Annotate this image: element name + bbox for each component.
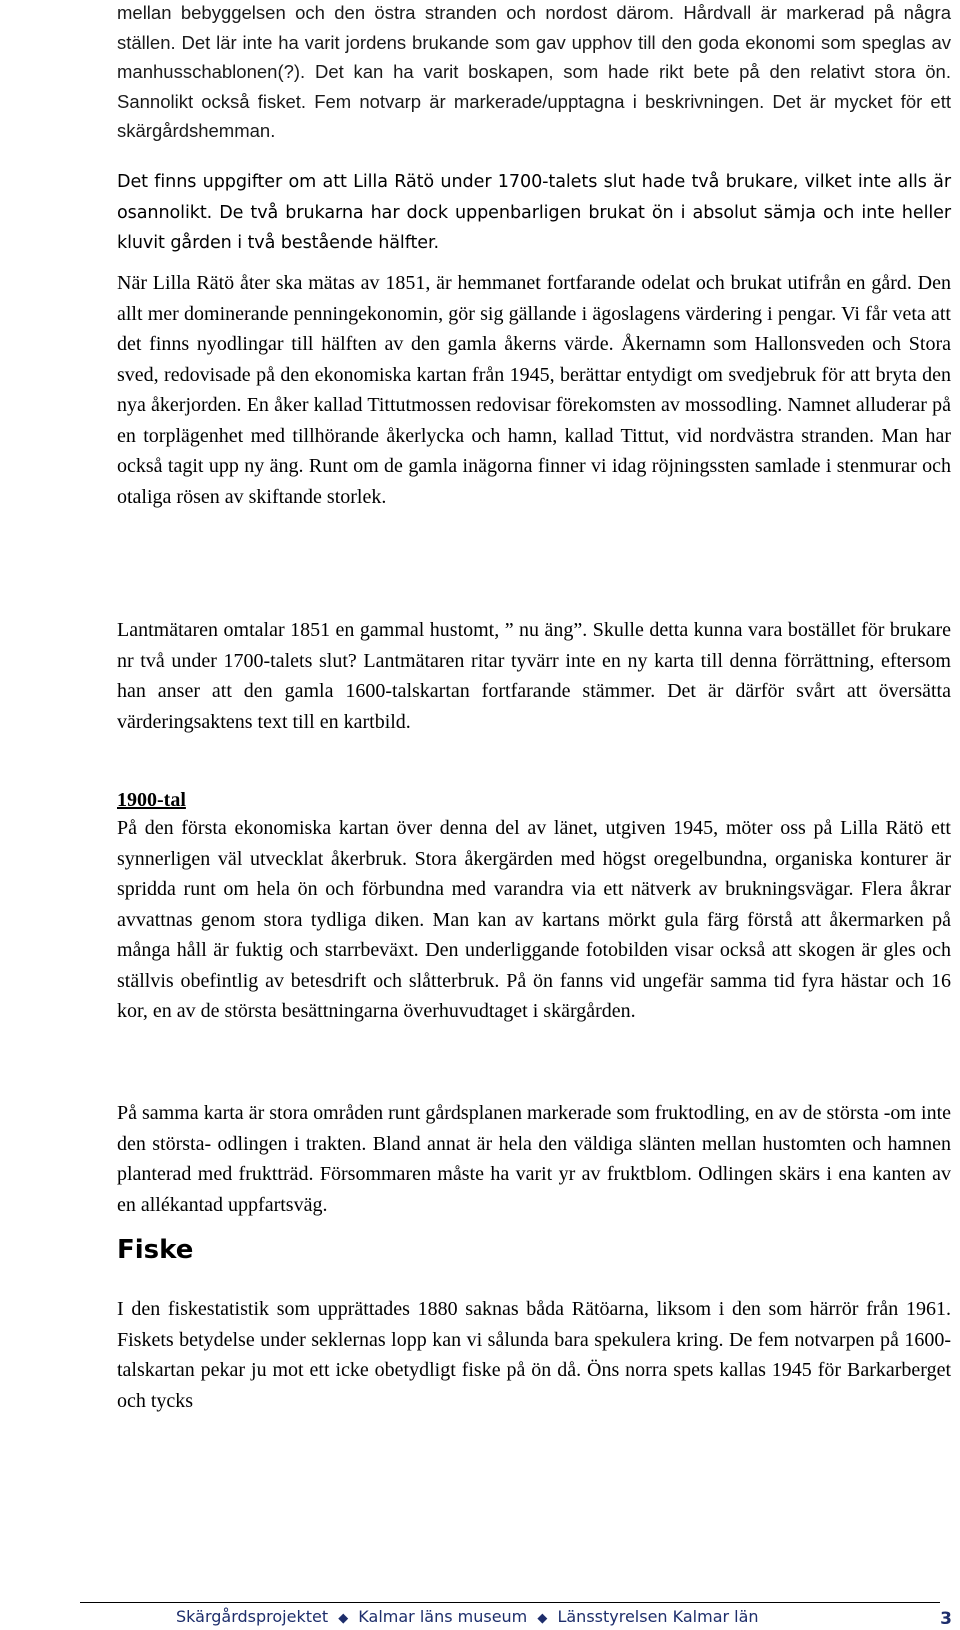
paragraph-1851-survey: När Lilla Rätö åter ska mätas av 1851, är hemmanet fortfarande odelat och brukat utifrån en gård. Den allt mer dominerande penningekonomin, gör sig gällande i ägoslagens värdering i pengar. Vi får veta att det finns nyodlingar till hälften av den gamla åkerns värde. Åkernamn som Hallonsveden och Stora sved, redovisade på den ekonomiska kartan från 1945, berättar entydigt om svedjebruk för att bryta den nya åkerjorden. En åker kallad Tittutmossen redovisar förekomsten av mossodling. Namnet alluderar på en torplägenhet med tillhörande åkerlycka och hamn, kallad Tittut, vid nordvästra stranden. Man har också tagit upp ny äng. Runt om de gamla inägorna finner vi idag röjningssten samlade i stenmurar och otaliga rösen av skiftande storlek.	[117, 272, 951, 508]
paragraph-fishing: I den fiskestatistik som upprättades 1880 saknas båda Rätöarna, liksom i den som härrör från 1961. Fiskets betydelse under seklernas lopp kan vi sålunda bara spekulera kring. De fem notvarpen på 1600-talskartan pekar ju mot ett icke obetydligt fiske på ön då. Öns norra spets kallas 1945 för Barkarberget och tycks	[117, 1298, 951, 1412]
footer-divider	[80, 1602, 940, 1603]
paragraph-old-house-plot: Lantmätaren omtalar 1851 en gammal hustomt, ” nu äng”. Skulle detta kunna vara bostället för brukare nr två under 1700-talets slut? Lantmätaren ritar tyvärr inte en ny karta till denna förrättning, eftersom han anser att den gamla 1600-talskartan fortfarande stämmer. Det är därför svårt att översätta värderingsaktens text till en kartbild.	[117, 619, 951, 733]
section-heading-1900: 1900-tal	[117, 789, 186, 811]
paragraph-two-farmers: Det finns uppgifter om att Lilla Rätö under 1700-talets slut hade två brukare, vilket inte alls är osannolikt. De två brukarna har dock uppenbarligen brukat ön i absolut sämja och inte heller kluvit gården i två bestående hälfter.	[117, 172, 951, 253]
paragraph-fruit-orchard: På samma karta är stora områden runt gårdsplanen markerade som fruktodling, en av de största -om inte den största- odlingen i trakten. Bland annat är hela den väldiga slänten mellan hustomten och hamnen planterad med fruktträd. Försommaren måste ha varit yr av fruktblom. Odlingen skärs i ena kanten av en allékantad uppfartsväg.	[117, 1102, 951, 1216]
diamond-icon: ◆	[338, 1611, 349, 1626]
footer-county-board: Länsstyrelsen Kalmar län	[557, 1607, 759, 1626]
paragraph-intro: mellan bebyggelsen och den östra stranden och nordost därom. Hårdvall är markerad på några ställen. Det lär inte ha varit jordens brukande som gav upphov till den goda ekonomi som speglas av manhusschablonen(?). Det kan ha varit boskapen, som hade rikt bete på den relativt stora ön. Sannolikt också fisket. Fem notvarp är markerade/upptagna i beskrivningen. Det är mycket för ett skärgårdshemman.	[117, 2, 951, 141]
paragraph-1945-map: På den första ekonomiska kartan över denna del av länet, utgiven 1945, möter oss på Lilla Rätö ett synnerligen väl utvecklat åkerbruk. Stora åkergärden med högst oregelbundna, organiska konturer är spridda runt om hela ön och förbundna med varandra via ett nätverk av brukningsvägar. Flera åkrar avvattnas genom stora tydliga diken. Man kan av kartans mörkt gula färg förstå att åkermarken på många håll är fuktig och starrbeväxt. Den underliggande fotobilden visar också att skogen är gles och ställvis obefintlig av betesdrift och slåtterbruk. På ön fanns vid ungefär samma tid fyra hästar och 16 kor, en av de största besättningarna överhuvudtaget i skärgården.	[117, 817, 951, 1022]
footer-project: Skärgårdsprojektet	[176, 1607, 329, 1626]
footer-museum: Kalmar läns museum	[358, 1607, 528, 1626]
page-number: 3	[940, 1609, 952, 1629]
page-footer	[176, 1607, 759, 1626]
section-heading-fiske: Fiske	[117, 1235, 194, 1265]
diamond-icon: ◆	[537, 1611, 548, 1626]
